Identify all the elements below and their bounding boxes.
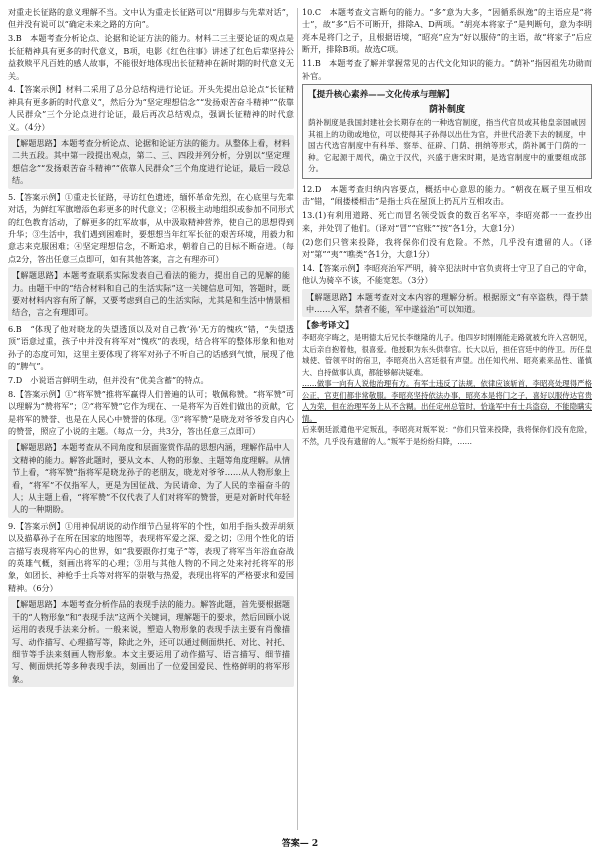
answer-item: 14.【答案示例】李昭亮治军严明，骑卒犯法时中官负责将士守卫了自己的守命，他认为骑卒不该，不能宽恕。（3分） (302, 262, 592, 286)
answer-item: (2)您们只管来投降，我将保你们没有危险。不然，几乎没有遗留的人。（译对“第”“夷”“噍类”各1分，大意1分） (302, 236, 592, 259)
answer-item: 5.【答案示例】①重走长征路，寻访红色遗迹，缅怀革命先烈，在心底里与先辈对话，为鲜红军旗增添色彩更多的时代意义；②积极主动地组织或参加不同形式的红色教育活动，了解更多的红军故事，从中汲取精神营养，使自己的思想得到升华；③生活中，我们遇到困难时，要想想当年红军长征的艰苦环境，用毅力和意志来克服困难；④坚定理想信念，不断追求，朝着自己的目标不断奋进。（每点2分，答出任意三点即可，如有其他答案，言之有理亦可） (8, 191, 294, 264)
note-body: 荫补制度是我国封建社会长期存在的一种选官制度，指当代官员或其他皇亲国戚因其祖上的功勋或地位，可以使得其子孙得以出仕为官，并世代沿袭下去的制度，中国古代选官制度中有科举、察举、征辟、门荫、捐纳等形式，荫补属于门荫的一种。它起源于周代，确立于汉代，兴盛于唐宋时期，是选官制度中的重要组成部分。 (308, 117, 586, 174)
answer-item: 11.B 本题考查了解并掌握常见的古代文化知识的能力。“荫补”指因祖先功勋而补官。 (302, 58, 592, 81)
solution-thinking-block: 【解题思路】本题考查对文本内容的理解分析。根据原文“有卒盗秩，得于禁中……入军，禁者不能，军中遂益治”可以知道。 (302, 289, 592, 318)
answer-item: 7.D 小说语言鲜明生动，但并没有“优美含蓄”的特点。 (8, 374, 209, 385)
answer-item: 8.【答案示例】①“将军赞”推将军赢得人们普遍的认可；敬佩称赞。“将军赞”可以理解为“赞将军”；②“将军赞”它作为现在、一是将军为百姓们做出的贡献，它是将军的赞誉、也是在人民心中赞誉的体现。③“将军赞”是晓龙对爷爷发自内心的赞誉，照应了小说的主题。（每点一分，共3分，答出任意三点即可） (8, 388, 294, 436)
solution-thinking-block: 【解题思路】本题考查联系实际发表自己看法的能力，提出自己的见解的能力。由题干中的“结合材料和自己的生活实际”这一关键信息可知，答题时，既要对材料内容有所了解，又要考虑到自己的生活实际，尤其是和生活中情景相结合，言之有理即可。 (8, 267, 294, 321)
left-column (8, 6, 294, 689)
solution-thinking-block: 【解题思路】本题考查分析作品的表现手法的能力。解答此题，首先要根据题干的“人物形象”和“表现手法”这两个关键词，理解题干的要求，然后回顾小说运用的表现手法来分析。一般来说，塑造人物形象的表现手法主要有肖像描写、动作描写、心理描写等，除此之外，还可以通过侧面烘托、对比、衬托、细节等手法来刻画人物形象。本文主要运用了动作描写、语言描写、细节描写、侧面烘托等多种表现手法，刻画出了一位爱国爱民、性格鲜明的将军形象。 (8, 596, 294, 687)
right-column (302, 6, 592, 447)
page-footer: 答案— 2 (281, 839, 319, 849)
note-title: 荫补制度 (428, 104, 465, 115)
note-header: 【提升核心素养——文化传承与理解】 (308, 89, 455, 100)
column-divider (297, 8, 298, 830)
answer-item: 12.D 本题考查归纳内容要点，概括中心意思的能力。“朝夜在厩子里互相攻击”错，“闹搂楼相击”是指士兵在屋顶上扔瓦片互相攻击。 (302, 183, 592, 207)
answer-item: 6.B “体现了他对晓龙的失望透顶以及对自己教‘孙’无方的愧疚”错，“失望透顶”语意过重，孩子中并没有将军对“愧疚”的表现，结合将军的整体形象和他对孙子的态度可知，这里主要体现了将军对孙子不听自己的话感到气愤，展现了他的“脾气”。 (8, 323, 294, 371)
reference-translation-title: 【参考译文】 (302, 321, 354, 332)
culture-note-box (302, 84, 592, 179)
answer-item: 4.【答案示例】材料二采用了总分总结构进行论证。开头先提出总论点“长征精神具有更多新的时代意义”，然后分为“坚定理想信念”“发扬艰苦奋斗精神”“依靠人民群众”三个分论点进行论证，最后再次总结观点，强调长征精神的时代意义。（4分） (8, 84, 294, 132)
reference-paragraph: 后来朝廷派遣他平定叛乱，李昭亮对叛军说：“你们只管来投降，我将保你们没有危险，不然，几乎没有遗留的人。”叛军于是纷纷归降，…… (302, 425, 592, 446)
answer-item: 对重走长征路的意义理解不当。文中认为重走长征路可以“用脚步与先辈对话”，但并没有说可以“确定未来之路的方向”。 (8, 7, 294, 30)
answer-item: 10.C 本题考查文言断句的能力。“多”意为大多，“因循系纵逸”的主语应是“将士”，故“多”后不可断开，排除A、D两项。“胡亮本将家子”是判断句，意为李明亮本是将门之子，且根据语境，“昭亮”应为“好以服侍”的主语，故“将家子”后应断开，排除B项。故选C项。 (302, 7, 592, 55)
answer-item: 9.【答案示例】①用神侃胡说的动作细节凸显将军的个性，如用手指头拨弄胡须以及描摹孙子在所在国家的地图等，表现将军爱之深、爱之切；②用个性化的语言描写表现将军内心的世界，如“我要跟你打鬼子”等，表现了将军当年浴血奋战的英雄气概，刻画出将军的心理；③用与其他人物的不同之处来衬托将军的形象，如团长、神枪手士兵等对将军的崇敬与热爱，表现出将军的严格要求和爱国精神。（6分） (8, 520, 294, 593)
answer-item: 3.B 本题考查分析论点、论据和论证方法的能力。材料二三主要论证的观点是长征精神具有更多的时代意义，B项，电影《红色往事》讲述了红色后辈坚持公益救赎平凡百姓的感人故事，不能很好地体现出长征精神在新时期的时代意义无关。 (8, 33, 294, 81)
reference-paragraph: 李昭亮字晦之，是明德太后兄长李继隆的儿子。他四岁时刚刚能走路就被允许入宫朝见，太后亲自抱着他，很喜爱。他授职为东头供奉官。长大以后，担任宫廷中的侍卫。历任皇城使、管领平时的宿卫，李昭亮出入宫廷很有声望。出任知代州、昭亮素来品性、谨慎大、自持做事认真，都能够解决疑难。 (302, 333, 592, 377)
solution-thinking-block: 【解题思路】本题考查从不同角度和层面鉴赏作品的思想内涵，理解作品中人文精神的能力。解答此题时，要从文本、人物的形象、主题等角度理解。从情节上看，“将军赞”指将军是晓龙孙子的老朋友，晓龙对爷爷……从人物形象上看，“将军”不仅指军人，更是为国征战、为民请命、为了人民的幸福奋斗的人；从主题上看，“将军赞”不仅代表了人们对将军的赞誉，更是对新时代年轻人的一种期盼。 (8, 439, 294, 517)
reference-paragraph: ……做事一向有人说他治理有方。有军士违反了法规，依律应该斩首，李昭亮处理得严格公正，官吏们都非常敬服。李昭亮坚持依法办事，昭亮本是将门之子，喜好以服侍达官贵人为荣，但在治理军务上从不含糊。出任定州总管时，恰逢军中有士兵盗窃，不能隐瞒实情。 (302, 379, 592, 423)
answer-item: 13.(1)有利用道路、死亡而冒名领受饭食的数百名军卒，李昭亮都一一查抄出来，并处罚了他们。（译对“冒”“官账”“按”各1分，大意1分） (302, 210, 592, 233)
solution-thinking-block: 【解题思路】本题考查分析论点、论据和论证方法的能力。从整体上看，材料二共五段。其中第一段提出观点，第二、三、四段并列分析，分别以“坚定理想信念”“发扬艰苦奋斗精神”“依靠人民群众”三个角度进行论证，最后一段总结。 (8, 135, 294, 189)
